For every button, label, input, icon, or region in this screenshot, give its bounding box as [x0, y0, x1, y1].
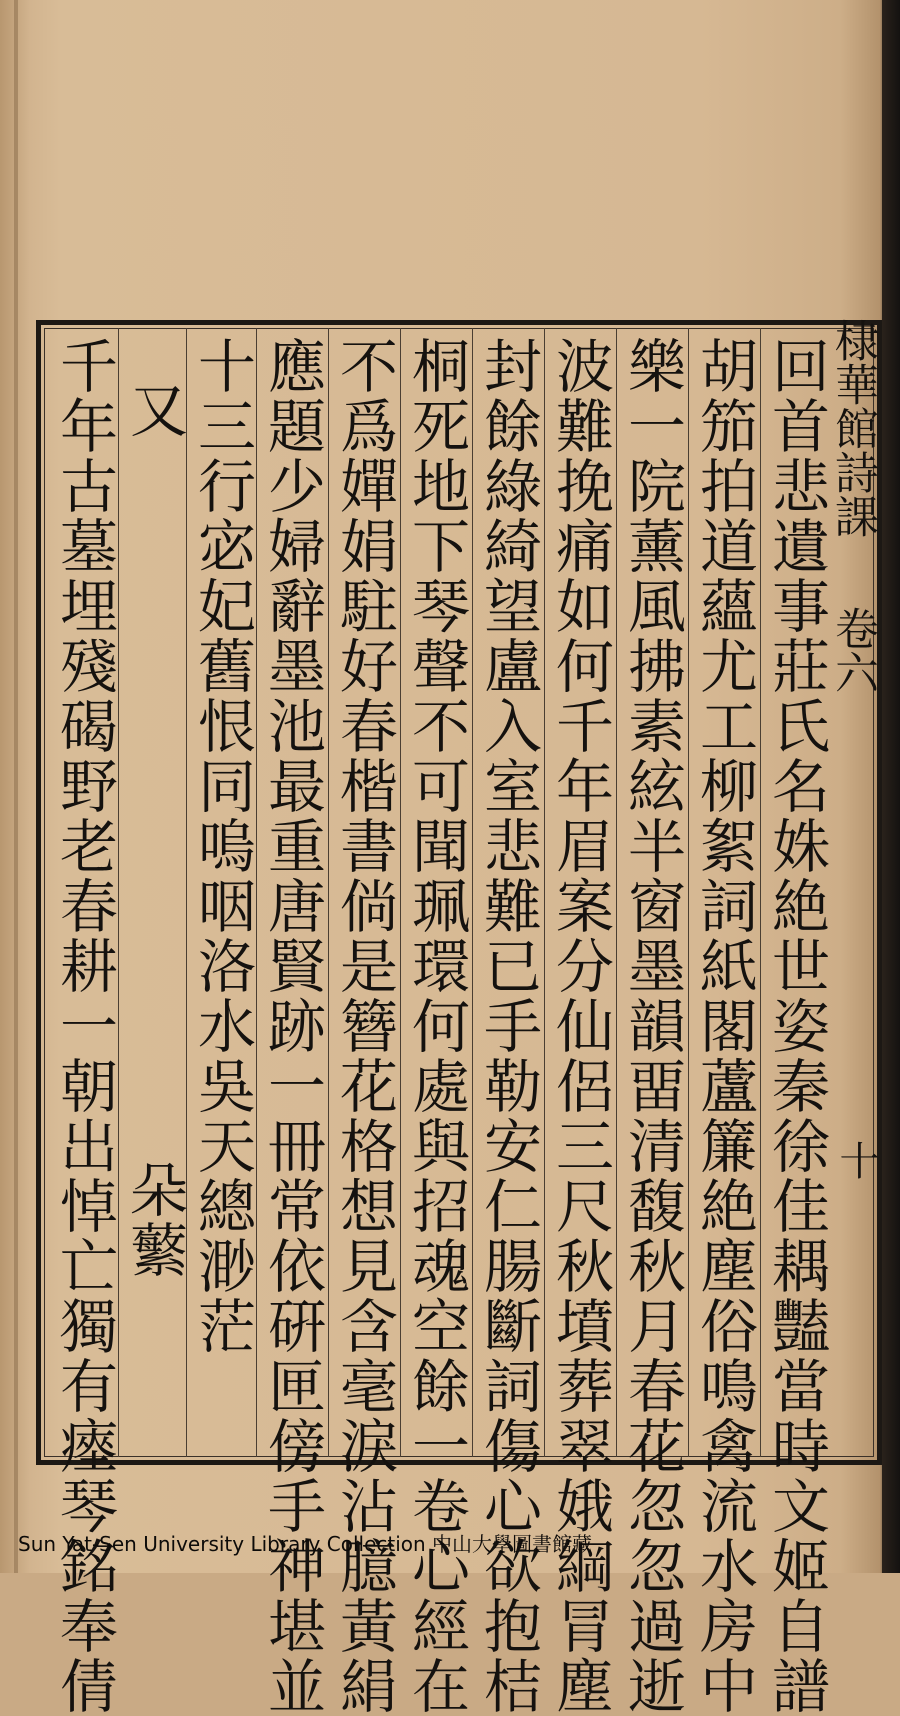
page-edge [882, 0, 900, 1573]
column-rule [688, 328, 689, 1457]
text-column-9: 十三行宓妃舊恨同嗚咽洛水吳天總渺茫 [188, 336, 256, 1356]
text-column-8: 應題少婦辭墨池最重唐賢跡一冊常依硏匣傍手神堪並 [258, 336, 326, 1716]
margin-volume: 卷六 [827, 606, 878, 694]
collection-footer: Sun Yat-Sen University Library Collection 中山大學圖書館藏 [18, 1532, 593, 1556]
text-column-7: 不爲嬋娟駐好春楷書倘是簪花格想見含毫淚沾臆黃絹 [330, 336, 398, 1716]
text-column-1: 回首悲遺事莊氏名姝絶世姿秦徐佳耦豔當時文姬自譜 [762, 336, 830, 1716]
folio-number: 十 [833, 1140, 879, 1180]
column-rule [256, 328, 257, 1457]
column-rule [472, 328, 473, 1457]
text-column-2: 胡笳拍道蘊尤工柳絮詞紙閣蘆簾絶塵俗鳴禽流水房中 [690, 336, 758, 1716]
column-rule [616, 328, 617, 1457]
column-rule [328, 328, 329, 1457]
text-column-6: 桐死地下琴聲不可聞珮環何處與招魂空餘一卷心經在 [402, 336, 470, 1716]
column-rule [186, 328, 187, 1457]
page-crease [14, 0, 18, 1573]
text-column-5: 封餘綠綺望盧入室悲難已手勒安仁腸斷詞傷心欲抱桔 [474, 336, 542, 1716]
text-column-11: 千年古墓埋殘碣野老春耕一朝出悼亡獨有瘞琴銘奉倩 [50, 336, 118, 1716]
poem-title-you: 又 [120, 380, 188, 440]
column-rule [118, 328, 119, 1457]
column-rule [544, 328, 545, 1457]
column-rule [400, 328, 401, 1457]
margin-title: 棣華館詩課 [827, 318, 878, 538]
text-column-3: 樂一院薰風拂素絃半窗墨韻畱清馥秋月春花忽忽過逝 [618, 336, 686, 1716]
column-rule [760, 328, 761, 1457]
author-name: 朵蘩 [120, 1160, 188, 1280]
text-column-4: 波難挽痛如何千年眉案分仙侶三尺秋墳葬翠娥綱冐塵 [546, 336, 614, 1716]
